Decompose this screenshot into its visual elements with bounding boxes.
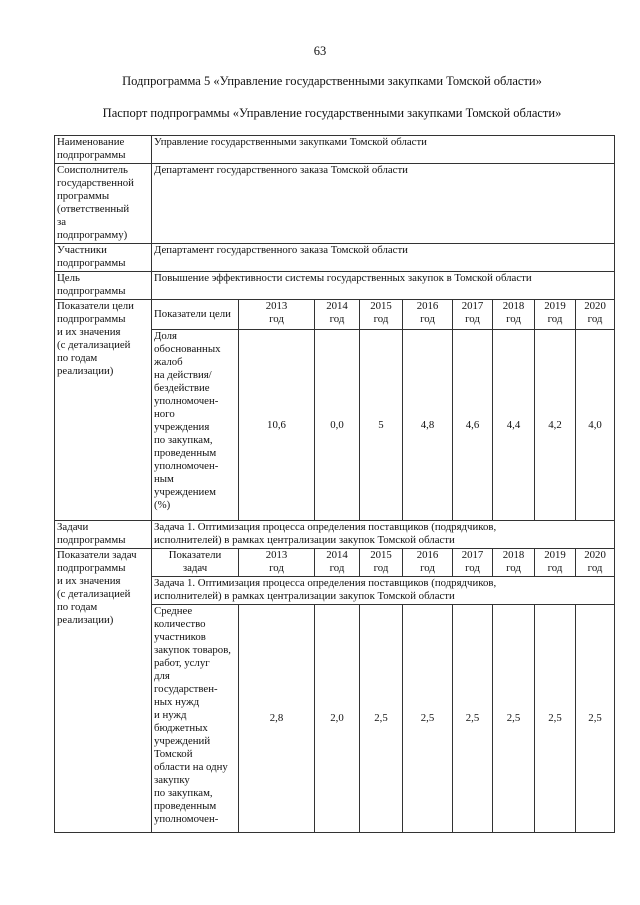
- task-value-cell: 2,0: [315, 605, 360, 833]
- goal-value-cell: 10,6: [239, 330, 315, 521]
- goal-value-cell: 4,2: [535, 330, 576, 521]
- tasks-label: Задачи подпрограммы: [55, 521, 152, 549]
- coexecutor-value: Департамент государственного заказа Томской области: [152, 164, 615, 244]
- year-header: 2015 год: [360, 549, 403, 577]
- year-header: 2014 год: [315, 300, 360, 330]
- year-header: 2013 год: [239, 300, 315, 330]
- task-indicators-label: Показатели задач подпрограммы и их значения (с детализацией по годам реализации): [55, 549, 152, 833]
- year-header: 2015 год: [360, 300, 403, 330]
- coexecutor-label: Соисполнитель государственной программы (ответственный за подпрограмму): [55, 164, 152, 244]
- task-value-cell: 2,5: [535, 605, 576, 833]
- task-value-cell: 2,5: [403, 605, 453, 833]
- task-value-cell: 2,5: [453, 605, 493, 833]
- task-value-cell: 2,8: [239, 605, 315, 833]
- subprogram-title: Подпрограмма 5 «Управление государственными закупками Томской области»: [122, 74, 542, 88]
- page-number: 63: [313, 44, 327, 58]
- year-header: 2017 год: [453, 300, 493, 330]
- goal-value-cell: 4,8: [403, 330, 453, 521]
- year-header: 2020 год: [576, 549, 615, 577]
- year-header: 2014 год: [315, 549, 360, 577]
- table-row: [55, 300, 615, 330]
- task-indicator-task: Задача 1. Оптимизация процесса определения поставщиков (подрядчиков, исполнителей) в рамках централизации закупок Томской области: [152, 577, 615, 605]
- table-row: [55, 549, 615, 577]
- task-indicators-header: Показатели задач: [152, 549, 239, 577]
- table-row: [55, 244, 615, 272]
- name-label: Наименование подпрограммы: [55, 136, 152, 164]
- goal-value-cell: 4,6: [453, 330, 493, 521]
- goal-indicator-name: Доля обоснованных жалоб на действия/ бездействие уполномочен- ного учреждения по закупкам, проведенным уполномочен- ным учреждением (%): [152, 330, 239, 521]
- year-header: 2019 год: [535, 549, 576, 577]
- goal-indicators-label: Показатели цели подпрограммы и их значения (с детализацией по годам реализации): [55, 300, 152, 521]
- table-row: [55, 164, 615, 244]
- task-value-cell: 2,5: [493, 605, 535, 833]
- year-header: 2016 год: [403, 549, 453, 577]
- goal-label: Цель подпрограммы: [55, 272, 152, 300]
- table-row: [55, 272, 615, 300]
- table-row: [55, 136, 615, 164]
- name-value: Управление государственными закупками Томской области: [152, 136, 615, 164]
- year-header: 2018 год: [493, 300, 535, 330]
- year-header: 2018 год: [493, 549, 535, 577]
- year-header: 2016 год: [403, 300, 453, 330]
- goal-value-cell: 4,4: [493, 330, 535, 521]
- year-header: 2013 год: [239, 549, 315, 577]
- task-indicator-name: Среднее количество участников закупок товаров, работ, услуг для государствен- ных нужд и нужд бюджетных учреждений Томской области на одну закупку по закупкам, проведенным уполномочен-: [152, 605, 239, 833]
- year-header: 2019 год: [535, 300, 576, 330]
- goal-value: Повышение эффективности системы государственных закупок в Томской области: [152, 272, 615, 300]
- year-header: 2020 год: [576, 300, 615, 330]
- task-value-cell: 2,5: [576, 605, 615, 833]
- goal-value-cell: 0,0: [315, 330, 360, 521]
- tasks-value: Задача 1. Оптимизация процесса определения поставщиков (подрядчиков, исполнителей) в рамках централизации закупок Томской области: [152, 521, 615, 549]
- participants-value: Департамент государственного заказа Томской области: [152, 244, 615, 272]
- passport-title: Паспорт подпрограммы «Управление государственными закупками Томской области»: [102, 106, 562, 120]
- task-value-cell: 2,5: [360, 605, 403, 833]
- passport-table: [54, 135, 615, 833]
- table-row: [55, 521, 615, 549]
- goal-indicators-header: Показатели цели: [152, 300, 239, 330]
- participants-label: Участники подпрограммы: [55, 244, 152, 272]
- goal-value-cell: 4,0: [576, 330, 615, 521]
- goal-value-cell: 5: [360, 330, 403, 521]
- year-header: 2017 год: [453, 549, 493, 577]
